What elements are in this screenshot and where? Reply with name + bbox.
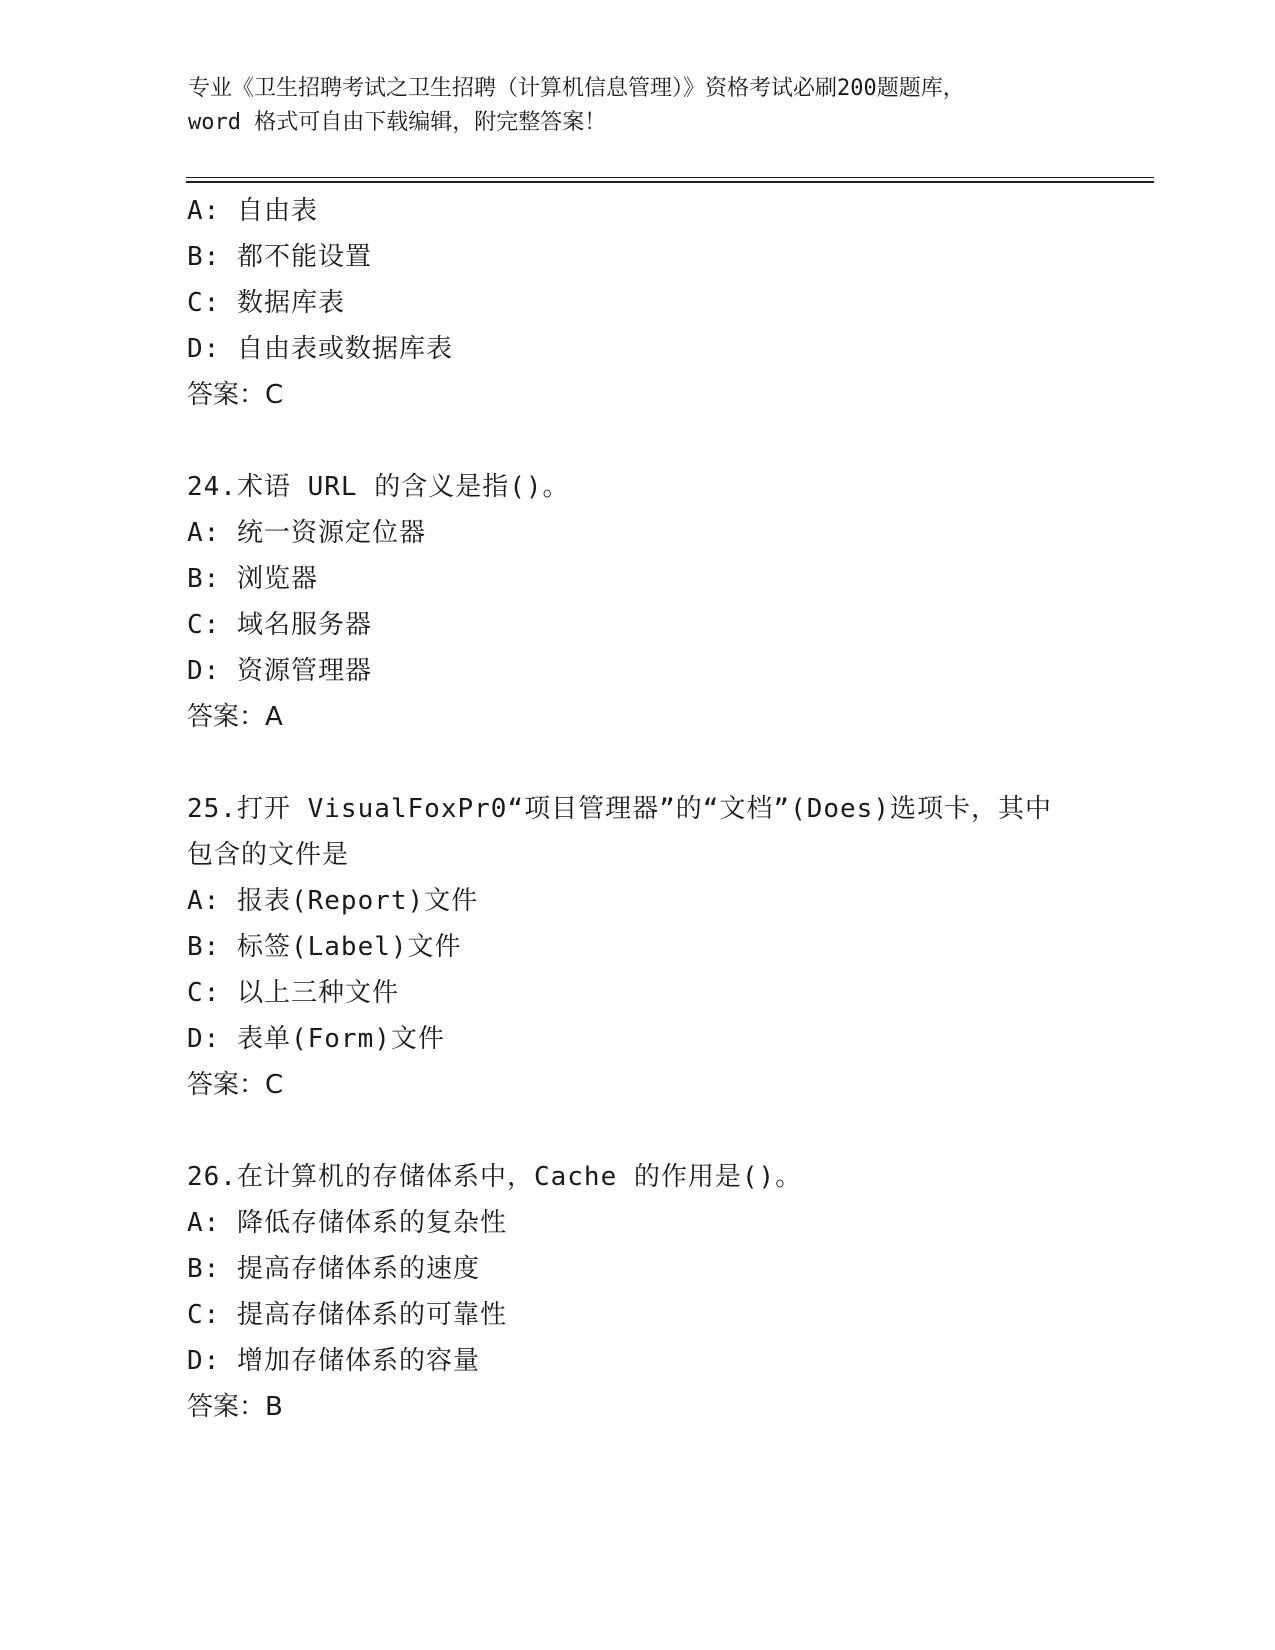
question-26 <box>187 1154 1127 1430</box>
option-b: B: 标签(Label)文件 <box>187 932 462 962</box>
option-a: A: 报表(Report)文件 <box>187 886 479 916</box>
option-c: C: 以上三种文件 <box>187 978 399 1008</box>
question-text-line-1: 25.打开 VisualFoxPr0“项目管理器”的“文档”(Does)选项卡，其中 <box>187 794 1052 824</box>
option-a: A: 降低存储体系的复杂性 <box>187 1208 507 1238</box>
header-divider-thick <box>186 181 1154 183</box>
option-d: D: 表单(Form)文件 <box>187 1024 445 1054</box>
option-d: D: 增加存储体系的容量 <box>187 1346 480 1376</box>
answer: 答案：B <box>187 1392 283 1422</box>
option-c: C: 提高存储体系的可靠性 <box>187 1300 507 1330</box>
answer: 答案：C <box>187 380 284 410</box>
answer: 答案：C <box>187 1070 284 1100</box>
option-b: B: 提高存储体系的速度 <box>187 1254 480 1284</box>
answer: 答案：A <box>187 702 283 732</box>
header-line-1: 专业《卫生招聘考试之卫生招聘（计算机信息管理）》资格考试必刷200题题库， <box>188 76 965 101</box>
option-b: B: 浏览器 <box>187 564 318 594</box>
option-d: D: 资源管理器 <box>187 656 372 686</box>
option-d: D: 自由表或数据库表 <box>187 334 453 364</box>
option-c: C: 域名服务器 <box>187 610 372 640</box>
question-24 <box>187 464 1127 740</box>
option-a: A: 统一资源定位器 <box>187 518 426 548</box>
header-divider-thin <box>186 177 1154 178</box>
option-a: A: 自由表 <box>187 196 318 226</box>
question-23 <box>187 188 1127 418</box>
option-b: B: 都不能设置 <box>187 242 372 272</box>
question-text: 24.术语 URL 的含义是指()。 <box>187 472 570 502</box>
question-text: 26.在计算机的存储体系中，Cache 的作用是()。 <box>187 1162 803 1192</box>
question-text-line-2: 包含的文件是 <box>187 840 350 870</box>
question-list <box>187 188 1127 1430</box>
header-line-2: word 格式可自由下载编辑，附完整答案！ <box>188 110 607 135</box>
option-c: C: 数据库表 <box>187 288 345 318</box>
question-25 <box>187 786 1127 1108</box>
document-header <box>188 72 1088 140</box>
